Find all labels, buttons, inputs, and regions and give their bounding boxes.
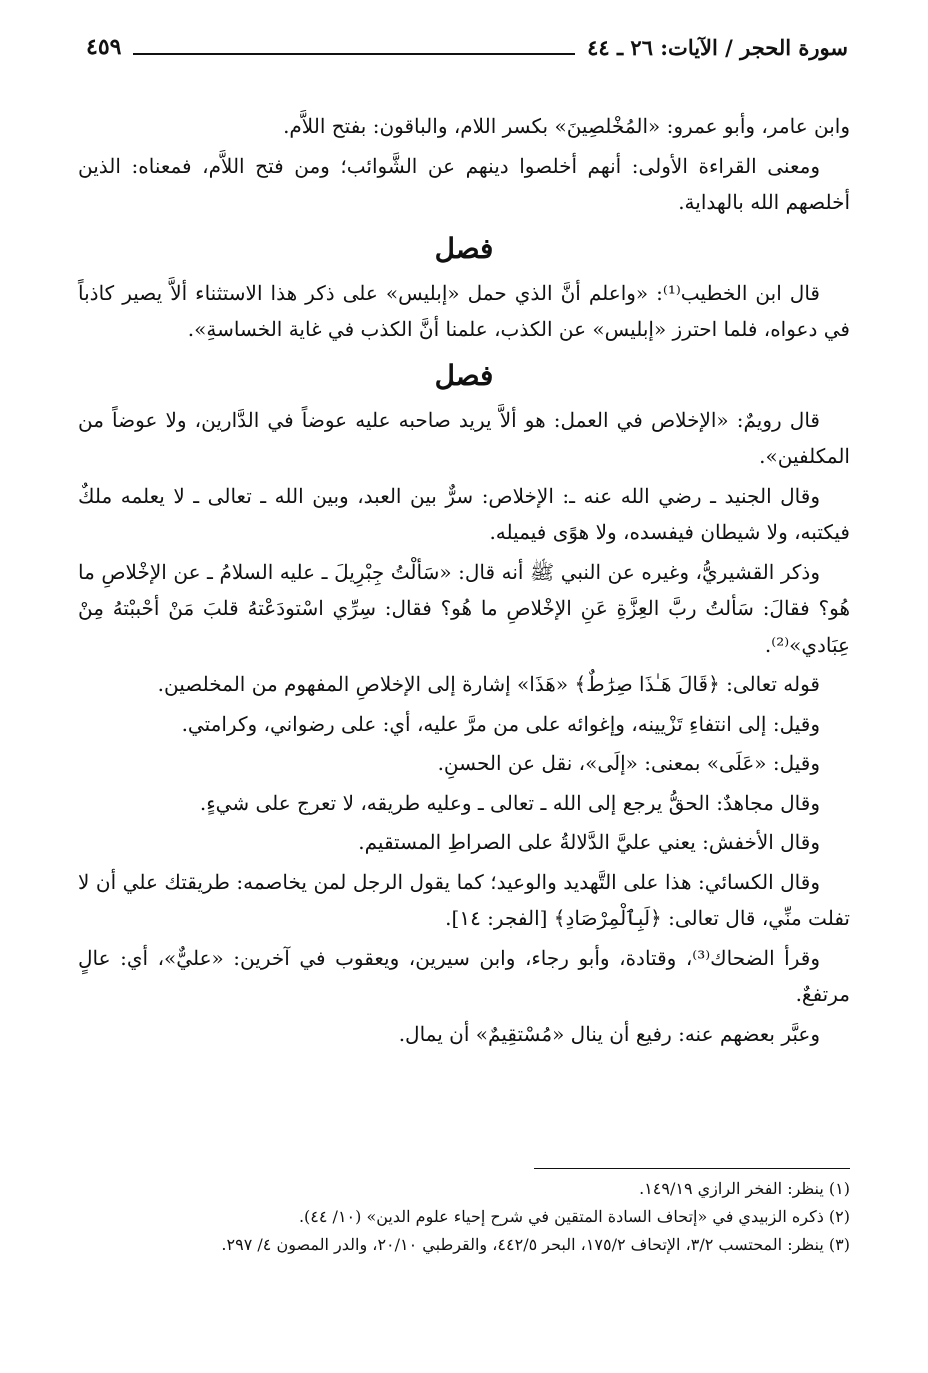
paragraph: وقال مجاهدٌ: الحقُّ يرجع إلى الله ـ تعالى ـ وعليه طريقه، لا تعرج على شيءٍ. (199, 790, 820, 815)
paragraph: قوله تعالى: ﴿قَالَ هَـٰذَا صِرَٰطٌ﴾ «هَذَا» إشارة إلى الإخلاصِ المفهوم من المخلصين. (157, 672, 820, 696)
main-text (78, 108, 850, 1055)
header-rule (133, 39, 575, 55)
footnote: (١) ينظر: الفخر الرازي ١٤٩/١٩. (639, 1179, 850, 1198)
paragraph: وذكر القشيريُّ، وغيره عن النبي ﷺ أنه قال: «سَألْتُ جِبْرِيلَ ـ عليه السلامُ ـ عن الإخْلاصِ ما هُو؟ فقالَ: سَألتُ ربَّ العِزَّةِ عَنِ الإخْلاصِ ما هُو؟ فقال: سِرِّي اسْتودَعْتهُ قلبَ مَنْ أحْببْتهُ مِنْ عِبَادي»⁽²⁾. (78, 559, 850, 657)
page-number: ٤٥٩ (86, 34, 122, 60)
paragraph: وقال الجنيد ـ رضي الله عنه ـ: الإخلاص: سرٌّ بين العبد، وبين الله ـ تعالى ـ لا يعلمه ملكٌ فيكتبه، ولا شيطان فيفسده، ولا هوًى فيميله. (78, 483, 850, 544)
footnote: (٢) ذكره الزبيدي في «إتحاف السادة المتقين في شرح إحياء علوم الدين» (١٠/ ٤٤). (298, 1207, 850, 1226)
paragraph: ومعنى القراءة الأولى: أنهم أخلصوا دينهم عن الشَّوائب؛ ومن فتح اللاَّم، فمعناه: الذين أخلصهم الله بالهداية. (78, 153, 850, 214)
paragraph: وقال الأخفش: يعني عليَّ الدَّلالةُ على الصراطِ المستقيم. (358, 830, 820, 854)
paragraph: قال رويمٌ: «الإخلاص في العمل: هو ألاَّ يريد صاحبه عليه عوضاً في الدَّارين، ولا عوضاً من المكلفين». (78, 407, 850, 468)
paragraph: وقال الكسائي: هذا على التَّهديد والوعيد؛ كما يقول الرجل لمن يخاصمه: طريقتك علي أن لا تفلت منِّي، قال تعالى: ﴿لَبِٱلْمِرْصَادِ﴾ [الفجر: ١٤]. (78, 869, 850, 930)
page-header (86, 30, 848, 64)
paragraph: وعبَّر بعضهم عنه: رفيع أن ينال «مُسْتقِيمٌ» أن يمال. (398, 1021, 820, 1046)
running-title: سورة الحجر / الآيات: ٢٦ ـ ٤٤ (587, 34, 848, 60)
paragraph: وابن عامر، وأبو عمرو: «المُخْلصِينَ» بكسر اللام، والباقون: بفتح اللاَّم. (283, 114, 850, 138)
paragraph: وقيل: إلى انتفاءِ تَزْيينه، وإغوائه على من مرَّ عليه، أي: على رضواني، وكرامتي. (181, 711, 820, 736)
footnote: (٣) ينظر: المحتسب ٣/٢، الإتحاف ١٧٥/٢، البحر ٤٤٢/٥، والقرطبي ٢٠/١٠، والدر المصون ٤/ ٢٩٧. (221, 1235, 850, 1254)
section-heading: فصل (434, 358, 494, 392)
paragraph: وقيل: «عَلَى» بمعنى: «إلَى»، نقل عن الحسنِ. (437, 751, 820, 775)
paragraph: وقرأ الضحاك⁽³⁾، وقتادة، وأبو رجاء، وابن سيرين، ويعقوب في آخرين: «عليٌّ»، أي: عالٍ مرتفعٌ. (78, 945, 850, 1006)
footnotes (78, 1168, 850, 1259)
footnote-separator (534, 1168, 850, 1169)
section-heading: فصل (434, 231, 494, 265)
paragraph: قال ابن الخطيب⁽¹⁾: «واعلم أنَّ الذي حمل «إبليس» على ذكر هذا الاستثناء ألاَّ يصير كاذباً في دعواه، فلما احترز «إبليس» عن الكذب، علمنا أنَّ الكذب في غاية الخساسةِ». (78, 280, 850, 341)
